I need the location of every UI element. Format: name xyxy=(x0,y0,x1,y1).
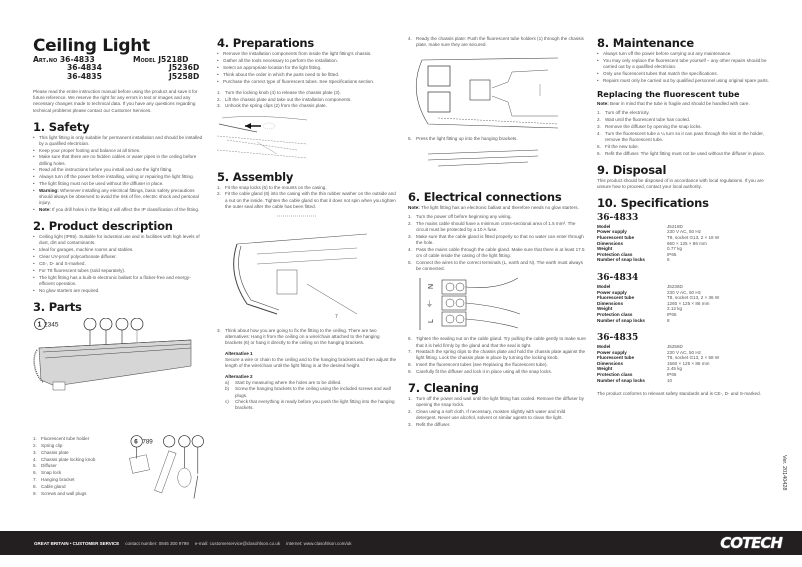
list-item xyxy=(33,207,205,213)
alternative-1 xyxy=(217,351,397,369)
item-text: Screw the hanging brackets to the ceiling using the included screws and wall plugs. xyxy=(235,386,391,398)
spec-label: Dimensions xyxy=(597,360,624,366)
list-item xyxy=(217,328,397,346)
item-text: Diffuser xyxy=(41,463,57,469)
section-title-maintenance: 8. Maintenance xyxy=(597,36,694,50)
footer-email[interactable]: e-mail: customerservice@clasohlson.co.uk xyxy=(194,540,281,546)
spec-value: J5218D xyxy=(667,223,683,229)
item-text: Turn the locking knob (4) to release the chassis plate (3). xyxy=(225,89,341,95)
list-item xyxy=(408,260,586,272)
spec-label: Protection class xyxy=(597,311,633,317)
svg-text:⏚: ⏚ xyxy=(426,301,433,309)
item-number: 2. xyxy=(217,96,221,102)
warning-label: Warning: xyxy=(39,188,59,194)
spec-value: 0.77 kg xyxy=(667,246,683,252)
section-title-assembly: 5. Assembly xyxy=(217,169,294,184)
spec-value: T8, socket G13, 2 × 58 W xyxy=(667,355,720,361)
alternative-2 xyxy=(217,374,397,411)
assembly-steps-cont xyxy=(217,328,397,346)
page-title: Ceiling Light xyxy=(33,36,150,56)
item-number: 6. xyxy=(33,470,37,476)
spec-label: Model xyxy=(597,344,611,350)
list-item: • Always turn off the power before carrying out any maintenance. xyxy=(597,51,777,57)
item-number: 1. xyxy=(33,435,37,441)
item-text: Hanging bracket xyxy=(41,477,75,483)
item-text: Think about how you are going to fix the fitting to the ceiling. There are two alternatives: Hang it from the ceiling on a wire/chain attached to the hanging brackets (6) or hang it directly to the ceiling on the hanging brackets. xyxy=(225,327,380,345)
list-item: • Only use fluorescent tubes that match the specifications. xyxy=(597,71,777,77)
spec-value: 8 xyxy=(667,317,670,323)
list-item xyxy=(408,422,586,428)
svg-text:7: 7 xyxy=(335,313,338,320)
list-item: • The light fitting has a built-in electronic ballast for a flicker-free and energy-efficient operation. xyxy=(33,275,205,287)
spec-value: 230 V AC, 50 Hz xyxy=(667,289,701,295)
spring-clip-diagram xyxy=(217,114,397,164)
section-title-electrical: 6. Electrical connections xyxy=(408,190,562,205)
parts-lower xyxy=(33,434,205,504)
list-item xyxy=(217,185,397,191)
section-title-cleaning: 7. Cleaning xyxy=(408,381,479,396)
item-text: Reattach the spring clips to the chassis plate and hold the chassis plate against the light fitting. Lock the chassis plate in place by turning the locking knob. xyxy=(416,349,586,361)
chassis-plate-diagram xyxy=(408,52,586,132)
list-item: • Gather all the tools necessary to perform the installation. xyxy=(217,58,397,64)
spec-value: 660 × 125 × 86 mm xyxy=(667,240,707,246)
list-item: • Make sure that there are no hidden cables or water pipes in the ceiling before drilling holes. xyxy=(33,154,205,166)
spec-value: IP65 xyxy=(667,372,677,378)
item-text: Turn off the electricity. xyxy=(605,109,650,115)
disposal-text: This product should be disposed of in accordance with local regulations. If you are unsure how to proceed, contact your local authority. xyxy=(597,177,764,189)
spec-label: Fluorescent tube xyxy=(597,295,635,301)
list-item: • Clear UV-proof polycarbonate diffuser. xyxy=(33,254,205,260)
intro-text: Please read the entire instruction manual before using the product and save it for future reference. We reserve the right for any errors in text or images and any necessary changes made to technical data. If you have any questions regarding technical problems please contact our Customer Services. xyxy=(33,89,198,113)
list-item xyxy=(597,151,777,157)
alternative-1-text: Secure a wire or chain to the ceiling and to the hanging brackets and then adjust the length of the wire/chain until the light fitting is at the desired height. xyxy=(225,357,397,369)
list-item xyxy=(33,477,129,483)
item-text: Fluorescent tube holder xyxy=(41,435,90,441)
art-number: 36-4833 xyxy=(59,55,95,64)
item-number: 3. xyxy=(217,327,221,333)
list-item: • For T8 fluorescent tubes (sold separately). xyxy=(33,268,205,274)
spec-value: 2.12 kg xyxy=(667,306,683,312)
spec-label: Weight xyxy=(597,306,613,312)
spec-label: Protection class xyxy=(597,251,633,257)
spec-table xyxy=(597,284,777,323)
item-text: The mains cable should have a minimum cross-sectional area of 1.5 mm². The circuit must be protected by a 10 A fuse. xyxy=(416,221,576,233)
spec-label: Weight xyxy=(597,366,613,372)
item-number: 4. xyxy=(408,247,412,253)
model-number: J5218D xyxy=(158,55,189,64)
item-number: 1. xyxy=(597,109,601,115)
small-parts-illustration xyxy=(129,434,205,504)
art-label: Art.no xyxy=(33,55,58,64)
list-item xyxy=(597,117,777,123)
column-1 xyxy=(33,36,205,504)
item-text: Turn the power off before beginning any wiring. xyxy=(416,214,512,220)
item-text: Turn off the power and wait until the light fitting has cooled. Remove the diffuser by opening the snap locks. xyxy=(416,396,584,408)
item-number: 6. xyxy=(597,150,601,156)
item-number: 5. xyxy=(408,136,412,142)
svg-text:789: 789 xyxy=(141,438,153,446)
spec-label: Dimensions xyxy=(597,300,624,306)
item-text: Chassis plate locking knob xyxy=(41,456,96,462)
item-text: Ready the chassis plate: Push the fluorescent tube holders (1) through the chassis plate, make sure they are secured. xyxy=(416,36,584,48)
press-up-diagram xyxy=(408,146,586,184)
item-text: Insert the fluorescent tubes (see Replacing the fluorescent tube). xyxy=(416,362,548,368)
list-item xyxy=(33,188,205,206)
item-text: Wait until the fluorescent tube has cooled. xyxy=(605,116,691,122)
spec-value: 1260 × 125 × 86 mm xyxy=(667,300,710,306)
item-number: 2. xyxy=(408,409,412,415)
assembly-steps xyxy=(217,185,397,210)
item-number: 2. xyxy=(408,221,412,227)
replace-note xyxy=(597,101,777,107)
svg-text:1: 1 xyxy=(37,321,42,329)
list-item: • This light fitting is only suitable for permanent installation and should be installed by a qualified electrician. xyxy=(33,135,205,147)
list-item xyxy=(33,470,129,476)
item-number: 4. xyxy=(33,456,37,462)
item-text: Clean using a soft cloth. If necessary, moisten slightly with water and mild detergent. Never use alcohol, solvent or similar agents to clean the light. xyxy=(416,409,566,421)
press-up-illustration xyxy=(408,146,578,184)
list-item xyxy=(408,36,586,48)
item-number: 5. xyxy=(597,143,601,149)
item-number: 3. xyxy=(408,422,412,428)
item-number: 9. xyxy=(408,369,412,375)
footer-contact: contact number: 0845 300 9799 xyxy=(125,540,189,546)
svg-text:2345: 2345 xyxy=(44,321,59,329)
maintenance-list xyxy=(597,51,777,84)
assembly-step-4 xyxy=(408,36,586,48)
spec-value: T8, socket G13, 2 × 18 W xyxy=(667,234,720,240)
item-text: Refit the diffuser. xyxy=(416,422,451,428)
list-item xyxy=(217,97,397,103)
replace-steps xyxy=(597,110,777,157)
footer-region: GREAT BRITAIN • CUSTOMER SERVICE xyxy=(34,540,120,546)
item-number: 8. xyxy=(33,484,37,490)
column-4 xyxy=(597,36,777,400)
list-item: • Purchase the correct type of fluorescent tubes. See Specifications section. xyxy=(217,79,397,85)
item-number: 1. xyxy=(217,89,221,95)
preparations-steps xyxy=(217,90,397,110)
spec-label: Number of snap locks xyxy=(597,377,645,383)
item-text: Pass the mains cable through the cable gland. Make sure that there is at least 17.5 cm of cable inside the casing of the light fitting. xyxy=(416,247,585,259)
list-item: • Ideal for garages, machine rooms and stables. xyxy=(33,247,205,253)
item-number: 3. xyxy=(33,449,37,455)
item-text: Chassis plate xyxy=(41,449,69,455)
model-label: Model xyxy=(133,55,156,64)
list-item xyxy=(33,436,129,442)
item-text: Snap lock xyxy=(41,470,62,476)
chassis-plate-illustration xyxy=(408,52,578,132)
spec-label: Weight xyxy=(597,246,613,252)
section-title-preparations: 4. Preparations xyxy=(217,36,315,50)
spec-value: 6 xyxy=(667,257,670,263)
list-item xyxy=(217,90,397,96)
footer-bar xyxy=(0,531,802,555)
section-title-parts: 3. Parts xyxy=(33,299,82,314)
list-item xyxy=(33,463,129,469)
item-letter: a) xyxy=(225,380,230,386)
item-number: 1. xyxy=(217,184,221,190)
spec-label: Model xyxy=(597,283,611,289)
spec-value: T8, socket G13, 2 × 36 W xyxy=(667,295,720,301)
item-number: 1. xyxy=(408,214,412,220)
list-item xyxy=(597,110,777,116)
list-item: • CE-, D- and S-marked. xyxy=(33,261,205,267)
spec-label: Fluorescent tube xyxy=(597,234,635,240)
alternative-1-title: Alternative 1 xyxy=(225,350,253,356)
item-number: 7. xyxy=(408,349,412,355)
list-item xyxy=(33,491,129,497)
item-text: Tighten the sealing nut on the cable gland. Try pulling the cable gently to make sure that it is held firmly by the gland and that the seal is tight. xyxy=(416,336,586,348)
item-number: 8. xyxy=(408,362,412,368)
spec-value: 10 xyxy=(667,377,673,383)
item-letter: b) xyxy=(225,386,230,392)
item-text: Lift the chassis plate and take out the installation components. xyxy=(225,96,352,102)
spec-value: IP65 xyxy=(667,251,677,257)
electrical-steps-cont xyxy=(408,336,586,375)
spec-product-id: 36-4834 xyxy=(597,272,639,283)
item-text: Connect the wires to the correct terminals (L, earth and N). The earth must always be connected. xyxy=(416,260,583,272)
list-item xyxy=(225,386,397,398)
item-text: Carefully fit the diffuser and lock it in place using all the snap locks. xyxy=(416,369,553,375)
item-text: Unhook the spring clips (2) from the chassis plate. xyxy=(225,103,327,109)
spec-product-id: 36-4833 xyxy=(597,212,639,223)
spec-value: J5236D xyxy=(667,283,683,289)
spec-value: 2.45 kg xyxy=(667,366,683,372)
list-item: • You may only replace the fluorescent tube yourself – any other repairs should be carried out by a qualified electrician. xyxy=(597,58,777,70)
safety-list xyxy=(33,135,205,214)
list-item: • Think about the order in which the parts need to be fitted. xyxy=(217,72,397,78)
art-number: 36-4834 xyxy=(67,63,102,73)
item-text: Fit the new tube. xyxy=(605,143,639,149)
list-item xyxy=(33,443,129,449)
list-item xyxy=(408,409,586,421)
item-number: 2. xyxy=(217,191,221,197)
item-number: 7. xyxy=(33,477,37,483)
spec-label: Number of snap locks xyxy=(597,257,645,263)
parts-list xyxy=(33,436,129,504)
conformity-text: The product conforms to relevant safety standards and is CE-, D- and S-marked. xyxy=(597,391,761,397)
parts-diagram xyxy=(33,318,205,430)
model-number: J5236D xyxy=(169,63,200,73)
item-number: 9. xyxy=(33,491,37,497)
item-number: 3. xyxy=(217,103,221,109)
spring-clip-illustration xyxy=(217,114,327,164)
item-text: Cable gland xyxy=(41,484,66,490)
cleaning-steps xyxy=(408,396,586,428)
list-item xyxy=(225,399,397,411)
art-number: 36-4835 xyxy=(67,71,102,81)
list-item xyxy=(33,450,129,456)
spec-label: Protection class xyxy=(597,372,633,378)
column-2 xyxy=(217,36,397,411)
note-label: Note: xyxy=(408,205,420,211)
list-item xyxy=(33,484,129,490)
item-number: 4. xyxy=(408,36,412,41)
item-text: Remove the diffuser by opening the snap locks. xyxy=(605,123,702,129)
list-item: • The light fitting must not be used without the diffuser in place. xyxy=(33,181,205,187)
item-number: 1. xyxy=(408,396,412,402)
article-numbers xyxy=(33,56,205,81)
list-item xyxy=(597,131,777,143)
electrical-steps xyxy=(408,214,586,272)
list-item: • Repairs must only be carried out by qualified personnel using original spare parts. xyxy=(597,78,777,84)
list-item xyxy=(597,144,777,150)
item-number: 6. xyxy=(408,336,412,342)
light-fitting-illustration xyxy=(33,318,205,430)
list-item xyxy=(408,362,586,368)
product-list xyxy=(33,234,205,294)
preparations-list xyxy=(217,51,397,85)
assembly-step-5 xyxy=(408,136,586,142)
terminal-block-diagram xyxy=(408,276,586,332)
svg-text:L: L xyxy=(428,319,435,324)
version-label: Ver. 20140428 xyxy=(781,455,787,491)
item-text: Fit the snap locks (6) to the mounts on the casing. xyxy=(225,184,327,190)
list-item: • Read all the instructions before you install and use the light fitting. xyxy=(33,167,205,173)
note-text: Bear in mind that the tube is fragile and should be handled with care. xyxy=(610,100,750,106)
item-letter: c) xyxy=(225,398,229,404)
spec-label: Number of snap locks xyxy=(597,317,645,323)
hanging-bracket-diagram xyxy=(217,214,397,324)
item-text: Refit the diffuser. The light fitting must not be used without the diffuser in place. xyxy=(605,150,766,156)
item-text: Turn the fluorescent tube a ¼ turn so it can pass through the slot in the holder, remove the fluorescent tube. xyxy=(605,130,764,142)
spec-table xyxy=(597,344,777,383)
list-item xyxy=(408,349,586,361)
item-text: Press the light fitting up into the hanging brackets. xyxy=(416,136,518,142)
list-item: • Ceiling light (IP65). Suitable for industrial use and in facilities with high levels of dust, dirt and contaminants. xyxy=(33,234,205,246)
list-item: • No glow starters are required. xyxy=(33,288,205,294)
list-item xyxy=(408,396,586,408)
spec-value: 230 V AC, 50 Hz xyxy=(667,229,701,235)
list-item xyxy=(217,103,397,109)
spec-value: 1560 × 125 × 86 mm xyxy=(667,360,710,366)
alternative-2-title: Alternative 2 xyxy=(225,374,253,380)
list-item xyxy=(597,124,777,130)
item-number: 5. xyxy=(33,463,37,469)
spec-table xyxy=(597,224,777,263)
spec-label: Power supply xyxy=(597,289,627,295)
spec-value: 230 V AC, 50 Hz xyxy=(667,349,701,355)
section-title-disposal: 9. Disposal xyxy=(597,162,667,177)
list-item xyxy=(217,191,397,209)
list-item: • Always turn off the power before installing, wiring or repairing the light fitting. xyxy=(33,174,205,180)
cotech-logo: COTECH xyxy=(720,534,782,552)
electrical-note xyxy=(408,205,586,211)
spec-label: Fluorescent tube xyxy=(597,355,635,361)
section-title-product: 2. Product description xyxy=(33,219,173,234)
spec-label: Power supply xyxy=(597,349,627,355)
svg-text:6: 6 xyxy=(133,438,138,446)
hanging-bracket-illustration xyxy=(217,214,397,324)
list-item xyxy=(408,247,586,259)
list-item: • Select an appropriate location for the light fitting. xyxy=(217,65,397,71)
svg-text:N: N xyxy=(428,284,435,290)
list-item: • Keep your proper footing and balance at all times. xyxy=(33,148,205,154)
item-text: Make sure that the cable gland is fitted properly so that no water can enter through the hole. xyxy=(416,234,584,246)
item-text: Check that everything is ready before you push the light fitting into the hanging brackets. xyxy=(235,398,395,410)
item-text: Spring clip xyxy=(41,442,63,448)
item-number: 3. xyxy=(597,123,601,129)
item-text: Fit the cable gland (8) into the casing with the thin rubber washer on the outside and a nut on the inside. Tighten the cable gland so that it does not spin when you tighten the outer seal after the cable has been fitted. xyxy=(225,191,396,209)
list-item xyxy=(408,336,586,348)
item-number: 2. xyxy=(597,116,601,122)
spec-product-id: 36-4835 xyxy=(597,333,639,344)
note-label: Note: xyxy=(39,207,51,213)
section-title-specifications: 10. Specifications xyxy=(597,195,709,210)
note-text: The light fitting has an electronic ballast and therefore needs no glow starters. xyxy=(420,205,579,211)
list-item xyxy=(408,136,586,142)
list-item xyxy=(408,234,586,246)
item-text: Start by measuring where the holes are to be drilled. xyxy=(235,380,342,386)
item-number: 2. xyxy=(33,442,37,448)
spec-label: Model xyxy=(597,223,611,229)
list-item: • Remove the installation components from inside the light fitting's chassis. xyxy=(217,51,397,57)
list-item xyxy=(408,369,586,375)
note-label: Note: xyxy=(597,100,609,106)
section-title-safety: 1. Safety xyxy=(33,119,90,134)
list-item xyxy=(408,221,586,233)
list-item xyxy=(408,214,586,220)
list-item xyxy=(33,457,129,463)
note-text: If you drill holes in the fitting it will affect the IP classification of the fitting. xyxy=(52,207,200,213)
terminal-block-illustration xyxy=(408,276,578,332)
model-number: J5258D xyxy=(169,71,200,81)
item-number: 3. xyxy=(408,234,412,240)
warning-text: Whenever installing any electrical fittings, basic safety precautions should always be observed to avoid the risk of fire, electric shock and personal injury. xyxy=(39,188,199,206)
spec-label: Dimensions xyxy=(597,240,624,246)
subsection-title-replacing: Replacing the fluorescent tube xyxy=(597,88,740,99)
footer-internet[interactable]: internet: www.clasohlson.com/uk xyxy=(286,540,352,546)
spec-value: J5258D xyxy=(667,344,683,350)
item-number: 5. xyxy=(408,260,412,266)
item-number: 4. xyxy=(597,130,601,136)
spec-value: IP65 xyxy=(667,311,677,317)
item-text: Screws and wall plugs xyxy=(41,491,87,497)
spec-label: Power supply xyxy=(597,229,627,235)
column-3 xyxy=(408,36,586,429)
